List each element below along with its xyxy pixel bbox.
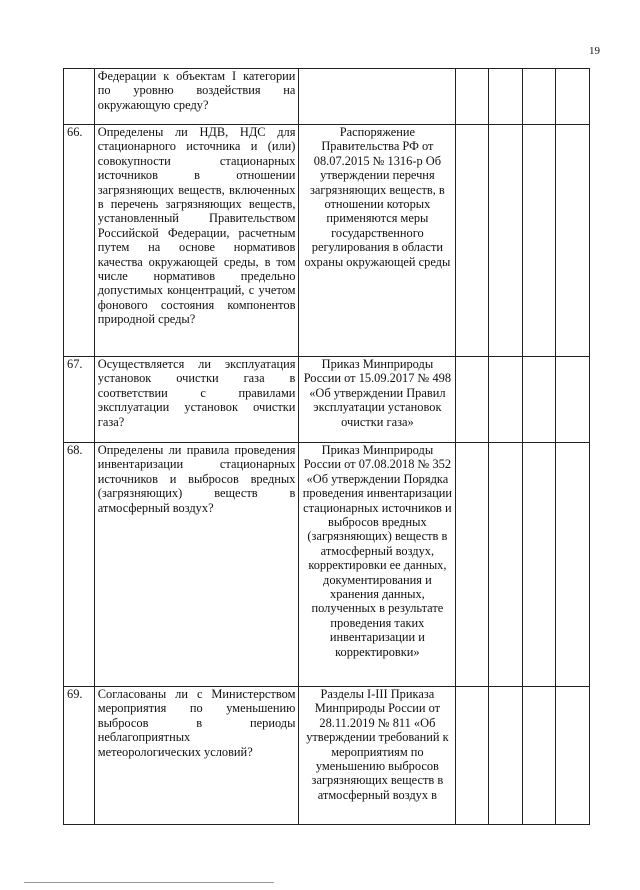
answer-cell bbox=[556, 69, 590, 125]
requirement-question: Определены ли НДВ, НДС для стационарного источника и (или) совокупности стационарных источников в отношении загрязняющих веществ, включенных в перечень загрязняющих веществ, установленный Правительством Российской Федерации, расчетным путем на основе нормативов качества окружающей среды, в том числе нормативов предельно допустимых концентраций, с учетом фонового состояния компонентов природной среды? bbox=[94, 125, 299, 357]
answer-cell bbox=[489, 357, 523, 443]
answer-cell bbox=[456, 69, 489, 125]
requirement-question: Определены ли правила проведения инвентаризации стационарных источников и выбросов вредных (загрязняющих) веществ в атмосферный воздух? bbox=[94, 443, 299, 687]
checklist-table bbox=[63, 68, 590, 825]
table-row bbox=[64, 357, 590, 443]
answer-cell bbox=[523, 687, 556, 825]
row-number: 66. bbox=[64, 125, 95, 357]
answer-cell bbox=[489, 687, 523, 825]
table-row bbox=[64, 125, 590, 357]
answer-cell bbox=[456, 125, 489, 357]
row-number: 68. bbox=[64, 443, 95, 687]
answer-cell bbox=[556, 357, 590, 443]
answer-cell bbox=[523, 357, 556, 443]
legal-reference: Приказ Минприроды России от 15.09.2017 № 498 «Об утверждении Правил эксплуатации установок очистки газа» bbox=[299, 357, 456, 443]
legal-reference bbox=[299, 69, 456, 125]
answer-cell bbox=[523, 69, 556, 125]
answer-cell bbox=[523, 443, 556, 687]
answer-cell bbox=[556, 687, 590, 825]
requirement-question: Осуществляется ли эксплуатация установок очистки газа в соответствии с правилами эксплуатации установок очистки газа? bbox=[94, 357, 299, 443]
answer-cell bbox=[556, 443, 590, 687]
scan-artifact-line bbox=[24, 882, 274, 883]
table-row bbox=[64, 443, 590, 687]
answer-cell bbox=[489, 69, 523, 125]
answer-cell bbox=[456, 357, 489, 443]
answer-cell bbox=[489, 125, 523, 357]
answer-cell bbox=[556, 125, 590, 357]
answer-cell bbox=[456, 443, 489, 687]
table-row bbox=[64, 687, 590, 825]
requirement-question: Федерации к объектам I категории по уровню воздействия на окружающую среду? bbox=[94, 69, 299, 125]
row-number bbox=[64, 69, 95, 125]
requirement-question: Согласованы ли с Министерством мероприятия по уменьшению выбросов в периоды неблагоприятных метеорологических условий? bbox=[94, 687, 299, 825]
row-number: 69. bbox=[64, 687, 95, 825]
legal-reference: Приказ Минприроды России от 07.08.2018 № 352 «Об утверждении Порядка проведения инвентаризации стационарных источников и выбросов вредных (загрязняющих) веществ в атмосферный воздух, корректировки ее данных, документирования и хранения данных, полученных в результате проведения таких инвентаризации и корректировки» bbox=[299, 443, 456, 687]
table-row bbox=[64, 69, 590, 125]
row-number: 67. bbox=[64, 357, 95, 443]
legal-reference: Разделы I-III Приказа Минприроды России от 28.11.2019 № 811 «Об утверждении требований к мероприятиям по уменьшению выбросов загрязняющих веществ в атмосферный воздух в bbox=[299, 687, 456, 825]
answer-cell bbox=[489, 443, 523, 687]
page-number: 19 bbox=[589, 45, 600, 57]
legal-reference: Распоряжение Правительства РФ от 08.07.2015 № 1316-р Об утверждении перечня загрязняющих веществ, в отношении которых применяются меры государственного регулирования в области охраны окружающей среды bbox=[299, 125, 456, 357]
answer-cell bbox=[523, 125, 556, 357]
answer-cell bbox=[456, 687, 489, 825]
